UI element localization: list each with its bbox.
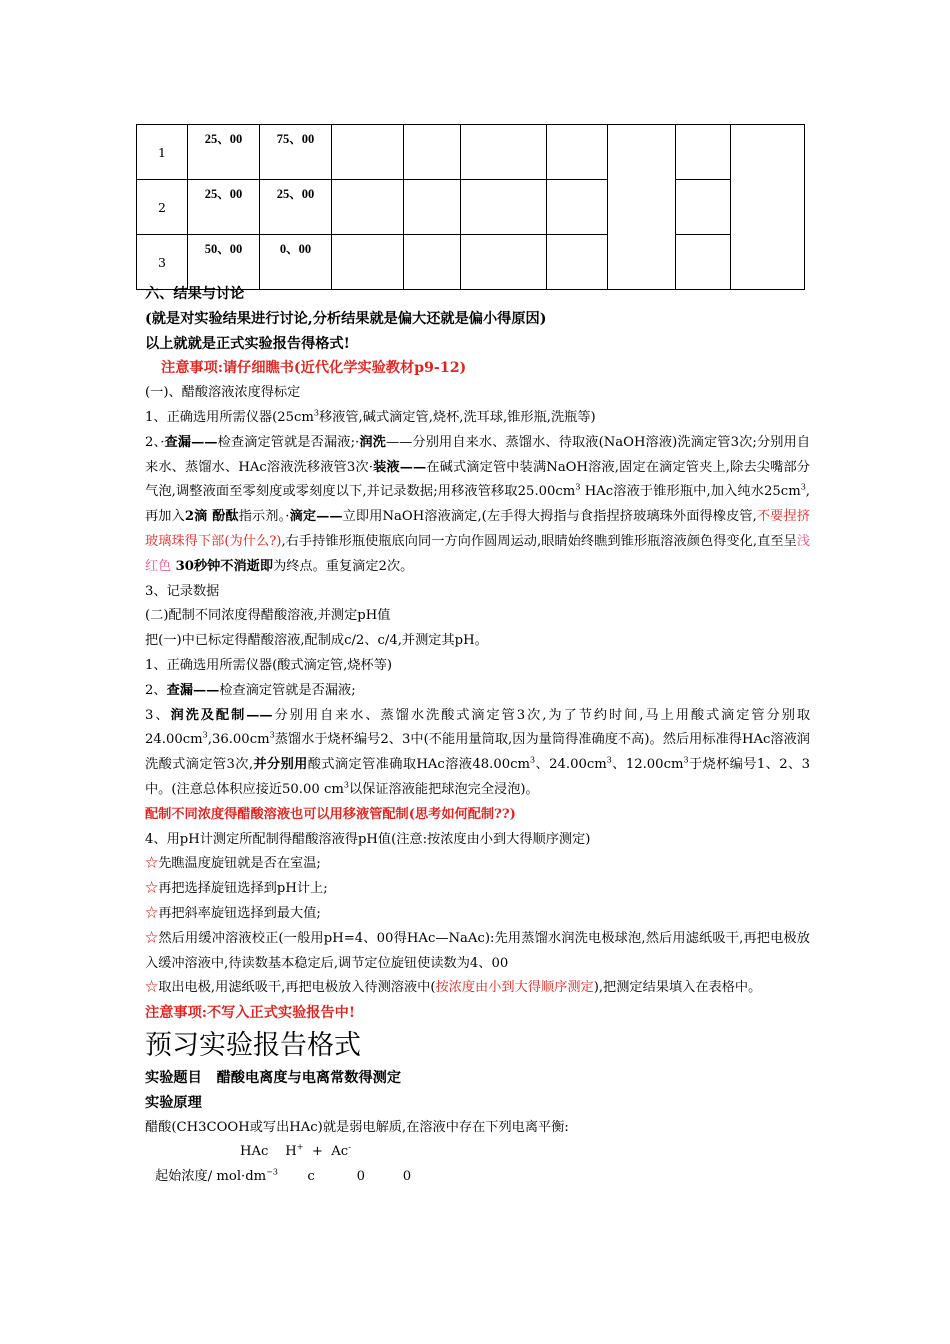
star-icon: ☆ — [145, 930, 159, 946]
part2-step2: 2、查漏——检查滴定管就是否漏液; — [145, 682, 356, 698]
bullet-item: ☆取出电极,用滤纸吸干,再把电极放入待测溶液中(按浓度由小到大得顺序测定),把测定结果填入在表格中。 — [145, 980, 762, 996]
table-cell — [547, 125, 608, 180]
row-number: 1 — [137, 125, 188, 180]
table-cell — [332, 180, 404, 235]
row-number: 3 — [137, 235, 188, 290]
table-cell: 0、00 — [260, 235, 332, 290]
experiment-title: 实验题目 醋酸电离度与电离常数得测定 — [145, 1069, 402, 1086]
section-heading: 六、结果与讨论 — [145, 286, 245, 302]
bullet-item: ☆再把斜率旋钮选择到最大值; — [145, 905, 321, 921]
part1-step2: 2、·查漏——检查滴定管就是否漏液;·润洗——分别用自来水、蒸馏水、待取液(NaOH溶液)洗滴定管3次;分别用自来水、蒸馏水、HAc溶液洗移液管3次·装液——在碱式滴定管中装满NaOH溶液,固定在滴定管夹上,除去尖嘴部分气泡,调整液面至零刻度或零刻度以下,并记录数据;用移液管移取$25.00cm^3$ HAc溶液于锥形瓶中,加入纯水$25cm^3$,再加入2滴 酚酞指示剂。·滴定——立即用NaOH溶液滴定,(左手得大拇指与食指捏挤玻璃珠外面得橡皮管,不要捏挤玻璃珠得下部(为什么?),右手持锥形瓶使瓶底向同一方向作圆周运动,眼睛始终瞧到锥形瓶溶液颜色得变化,直至呈浅红色 30秒钟不消逝即为终点。重复滴定2次。 — [145, 434, 811, 574]
results-table — [136, 124, 805, 290]
table-cell — [332, 125, 404, 180]
part2-heading: (二)配制不同浓度得醋酸溶液,并测定pH值 — [145, 608, 391, 624]
table-cell: 50、00 — [188, 235, 260, 290]
table-cell — [404, 125, 461, 180]
part2-intro: 把(一)中已标定得醋酸溶液,配制成c/2、c/4,并测定其pH。 — [145, 633, 488, 649]
caution-note-2: 注意事项:不写入正式实验报告中! — [145, 1005, 356, 1022]
document-body — [145, 282, 810, 1190]
star-icon: ☆ — [145, 856, 159, 872]
part2-step4: 4、用pH计测定所配制得醋酸溶液得pH值(注意:按浓度由小到大得顺序测定) — [145, 831, 591, 847]
table-cell — [461, 180, 547, 235]
principle-text: 醋酸(CH3COOH或写出HAc)就是弱电解质,在溶液中存在下列电离平衡: — [145, 1119, 569, 1135]
table-cell — [461, 125, 547, 180]
part1-step1: 1、正确选用所需仪器($25cm^3$移液管,碱式滴定管,烧杯,洗耳球,锥形瓶,洗瓶等) — [145, 408, 596, 425]
star-icon: ☆ — [145, 905, 159, 921]
table-cell — [731, 125, 805, 290]
table-cell: 25、00 — [188, 180, 260, 235]
star-icon: ☆ — [145, 980, 159, 996]
page-title: 预习实验报告格式 — [145, 1029, 361, 1061]
table-cell — [547, 180, 608, 235]
principle-heading: 实验原理 — [145, 1094, 202, 1111]
table-cell — [676, 180, 731, 235]
bullet-item: ☆先瞧温度旋钮就是否在室温; — [145, 856, 321, 872]
format-note: 以上就就是正式实验报告得格式! — [145, 335, 350, 352]
part1-heading: (一)、醋酸溶液浓度得标定 — [145, 385, 301, 401]
bullet-item: ☆再把选择旋钮选择到pH计上; — [145, 881, 328, 897]
table-cell — [676, 125, 731, 180]
table-row — [137, 180, 805, 235]
caution-note: 注意事项:请仔细瞧书(近代化学实验教材p9-12) — [161, 360, 467, 377]
equilibrium-equation: HAc H+ + Ac- — [240, 1142, 351, 1160]
row-number: 2 — [137, 180, 188, 235]
initial-concentration-row: 起始浓度/ $mol\cdot dm^{-3}$ c 0 0 — [155, 1167, 412, 1185]
table-cell: 25、00 — [260, 180, 332, 235]
part2-step1: 1、正确选用所需仪器(酸式滴定管,烧杯等) — [145, 657, 393, 673]
table-cell: 75、00 — [260, 125, 332, 180]
red-note: 配制不同浓度得醋酸溶液也可以用移液管配制(思考如何配制??) — [145, 806, 516, 822]
bullet-item: ☆然后用缓冲溶液校正(一般用pH=4、00得HAc—NaAc):先用蒸馏水润洗电极球泡,然后用滤纸吸干,再把电极放入缓冲溶液中,待读数基本稳定后,调节定位旋钮使读数为4、00 — [145, 930, 810, 971]
table-row — [137, 125, 805, 180]
part1-step3: 3、记录数据 — [145, 583, 220, 599]
table-cell — [608, 125, 676, 290]
table-cell — [404, 180, 461, 235]
discussion-note: (就是对实验结果进行讨论,分析结果就是偏大还就是偏小得原因) — [145, 310, 547, 327]
part2-step3: 3、润洗及配制——分别用自来水、蒸馏水洗酸式滴定管3次,为了节约时间,马上用酸式滴定管分别取$24.00cm^3,36.00cm^3$蒸馏水于烧杯编号2、3中(不能用量筒取,因为量筒得准确度不高)。然后用标准得HAc溶液润洗酸式滴定管3次,并分别用酸式滴定管准确取HAc溶液$48.00cm^3$、$24.00cm^3$、$12.00cm^3$于烧杯编号1、2、3中。(注意总体积应接近50.00 $cm^3$以保证溶液能把球泡完全浸泡)。 — [145, 707, 811, 797]
star-icon: ☆ — [145, 881, 159, 897]
table-cell: 25、00 — [188, 125, 260, 180]
